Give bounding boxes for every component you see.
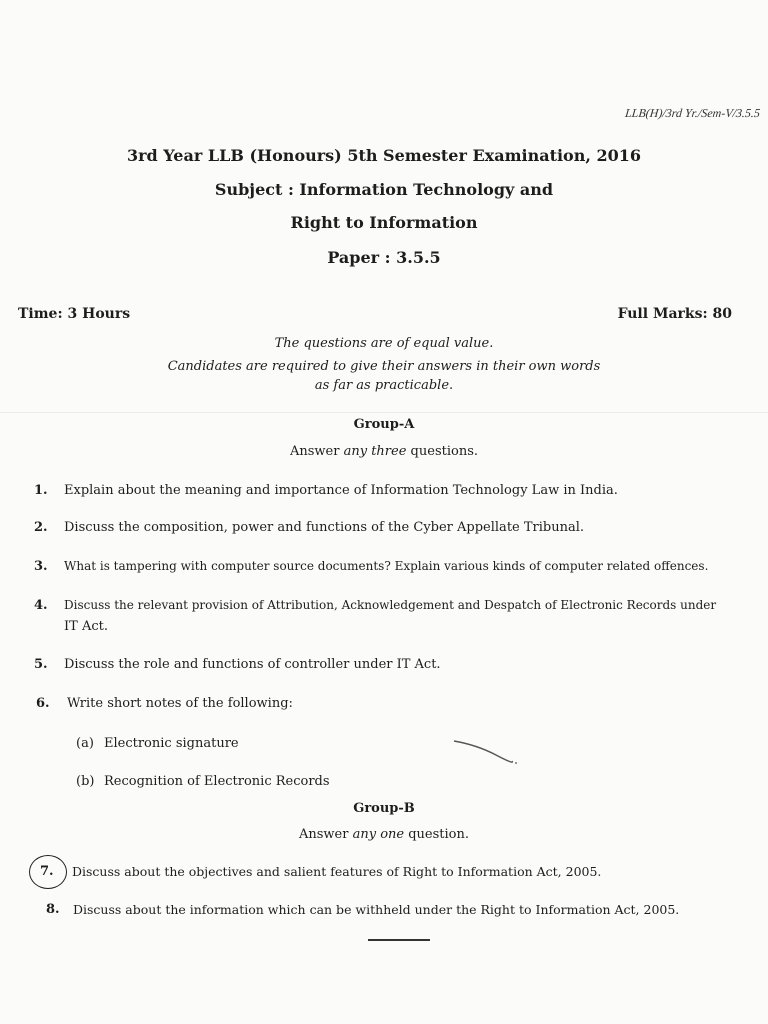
full-marks: Full Marks: 80 bbox=[617, 306, 732, 322]
sub-item-label: (b) bbox=[76, 774, 95, 789]
question-number: 3. bbox=[34, 559, 48, 574]
pen-mark bbox=[452, 735, 522, 767]
question-number: 7. bbox=[40, 864, 54, 879]
question-text: Discuss the relevant provision of Attribution, Acknowledgement and Despatch of Electronic Records under bbox=[64, 598, 717, 612]
paper-number: Paper : 3.5.5 bbox=[327, 248, 441, 267]
time-allowed: Time: 3 Hours bbox=[18, 306, 131, 322]
divider bbox=[0, 412, 768, 413]
sub-item-text: Recognition of Electronic Records bbox=[104, 774, 330, 789]
subject-line: Subject : Information Technology and bbox=[214, 180, 554, 199]
group-a-instruction: Answer any three questions. bbox=[290, 444, 478, 459]
question-number: 8. bbox=[46, 902, 60, 917]
question-number: 1. bbox=[34, 483, 48, 498]
instruction-equal-value: The questions are of equal value. bbox=[274, 336, 494, 351]
question-text: Discuss the composition, power and functions of the Cyber Appellate Tribunal. bbox=[64, 520, 585, 535]
group-b-instruction: Answer any one question. bbox=[298, 827, 469, 842]
instruction-practicable: as far as practicable. bbox=[314, 378, 454, 393]
question-text: Discuss about the information which can be withheld under the Right to Information Act, 2005. bbox=[73, 902, 680, 917]
paper-code: LLB(H)/3rd Yr./Sem-V/3.5.5 bbox=[624, 106, 761, 120]
question-text: Discuss about the objectives and salient features of Right to Information Act, 2005. bbox=[72, 864, 602, 879]
question-text: Write short notes of the following: bbox=[67, 696, 293, 711]
instruction-own-words: Candidates are required to give their answers in their own words bbox=[167, 359, 601, 374]
question-text: Explain about the meaning and importance of Information Technology Law in India. bbox=[64, 483, 618, 498]
question-number: 4. bbox=[34, 598, 48, 613]
question-number: 2. bbox=[34, 520, 48, 535]
sub-item-label: (a) bbox=[76, 736, 94, 751]
end-rule bbox=[368, 939, 430, 941]
question-text: What is tampering with computer source documents? Explain various kinds of computer related offences. bbox=[64, 559, 709, 573]
question-number: 6. bbox=[36, 696, 50, 711]
group-b-heading: Group-B bbox=[353, 801, 415, 816]
sub-item-text: Electronic signature bbox=[104, 736, 239, 751]
group-a-heading: Group-A bbox=[353, 417, 415, 432]
subject-line-2: Right to Information bbox=[290, 213, 478, 232]
exam-title: 3rd Year LLB (Honours) 5th Semester Examination, 2016 bbox=[126, 146, 642, 165]
question-text-continued: IT Act. bbox=[64, 619, 108, 634]
question-text: Discuss the role and functions of controller under IT Act. bbox=[64, 657, 441, 672]
question-number: 5. bbox=[34, 657, 48, 672]
